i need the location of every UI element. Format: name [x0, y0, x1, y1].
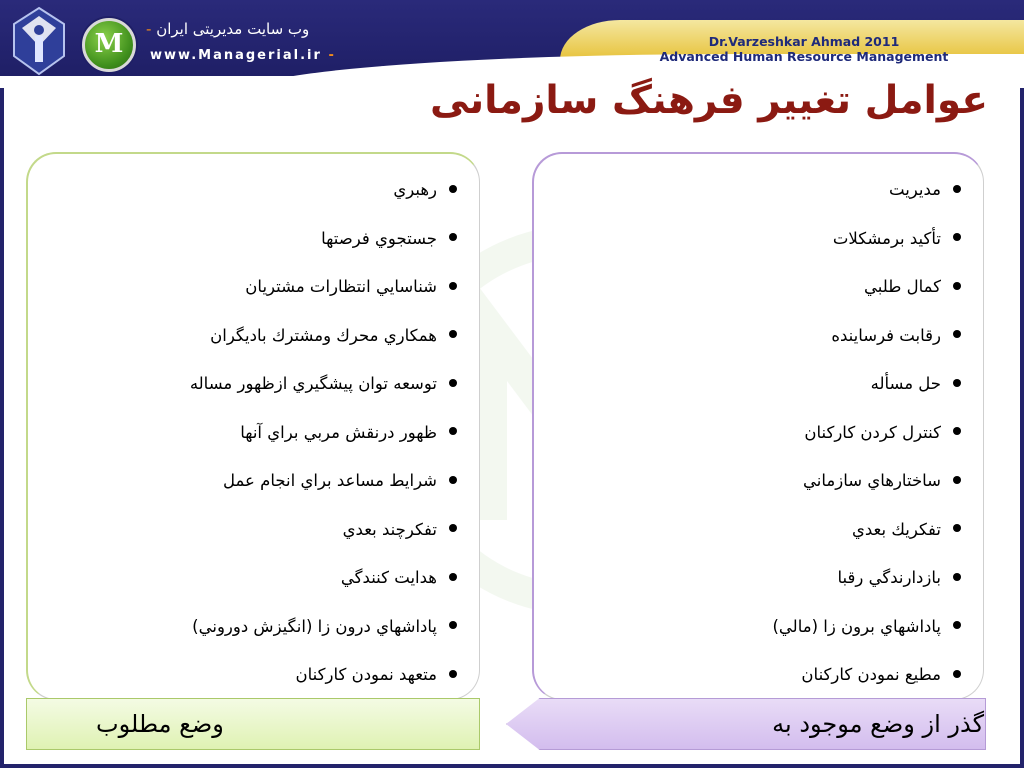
author-block: [654, 34, 954, 64]
bullet-icon: [449, 379, 457, 387]
list-item: مطيع نمودن كاركنان: [772, 663, 961, 712]
bullet-icon: [449, 524, 457, 532]
list-item: جستجوي فرصتها: [190, 227, 457, 276]
list-item: توسعه توان پيشگيري ازظهور مساله: [190, 372, 457, 421]
bullet-icon: [449, 233, 457, 241]
site-url: www.Managerial.ir -: [150, 48, 336, 63]
list-item: مديريت: [772, 178, 961, 227]
bullet-icon: [953, 427, 961, 435]
list-item: رقابت فرساينده: [772, 324, 961, 373]
header-banner: [0, 0, 1024, 88]
bullet-icon: [953, 330, 961, 338]
list-item: بازدارندگي رقبا: [772, 566, 961, 615]
bullet-icon: [953, 233, 961, 241]
bullet-icon: [449, 476, 457, 484]
bullet-icon: [953, 282, 961, 290]
list-item: پاداشهاي برون زا (مالي): [772, 615, 961, 664]
bullet-icon: [449, 330, 457, 338]
bullet-icon: [449, 282, 457, 290]
list-item: شرايط مساعد براي انجام عمل: [190, 469, 457, 518]
current-state-footer: گذر از وضع موجود به: [772, 710, 984, 738]
list-item: تفكريك بعدي: [772, 518, 961, 567]
bullet-icon: [449, 621, 457, 629]
list-item: تفكرچند بعدي: [190, 518, 457, 567]
list-item: كنترل كردن كاركنان: [772, 421, 961, 470]
desired-state-list: [190, 178, 457, 712]
bullet-icon: [449, 185, 457, 193]
current-state-panel: [532, 152, 984, 700]
desired-state-panel: [26, 152, 480, 700]
bullet-icon: [953, 524, 961, 532]
bullet-icon: [953, 621, 961, 629]
list-item: متعهد نمودن كاركنان: [190, 663, 457, 712]
list-item: ساختارهاي سازماني: [772, 469, 961, 518]
site-name: وب سایت مدیریتی ایران -: [146, 20, 310, 38]
bullet-icon: [449, 427, 457, 435]
list-item: كمال طلبي: [772, 275, 961, 324]
list-item: رهبري: [190, 178, 457, 227]
list-item: حل مسأله: [772, 372, 961, 421]
bullet-icon: [953, 670, 961, 678]
bullet-icon: [953, 573, 961, 581]
course-name: Advanced Human Resource Management: [659, 49, 949, 64]
list-item: هدايت كنندگي: [190, 566, 457, 615]
bullet-icon: [449, 670, 457, 678]
current-state-list: [772, 178, 961, 712]
desired-state-footer: وضع مطلوب: [96, 710, 224, 738]
bullet-icon: [449, 573, 457, 581]
bullet-icon: [953, 185, 961, 193]
list-item: تأكيد برمشكلات: [772, 227, 961, 276]
list-item: پاداشهاي درون زا (انگيزش دوروني): [190, 615, 457, 664]
list-item: ظهور درنقش مربي براي آنها: [190, 421, 457, 470]
university-logo-icon: [12, 6, 66, 76]
managerial-logo-icon: M: [82, 18, 136, 72]
author-name: Dr.Varzeshkar Ahmad 2011: [708, 34, 900, 49]
desired-state-banner: [26, 698, 480, 750]
list-item: شناسايي انتظارات مشتريان: [190, 275, 457, 324]
list-item: همكاري محرك ومشترك باديگران: [190, 324, 457, 373]
bullet-icon: [953, 476, 961, 484]
slide-title: عوامل تغيير فرهنگ سازمانی: [430, 78, 988, 123]
bullet-icon: [953, 379, 961, 387]
